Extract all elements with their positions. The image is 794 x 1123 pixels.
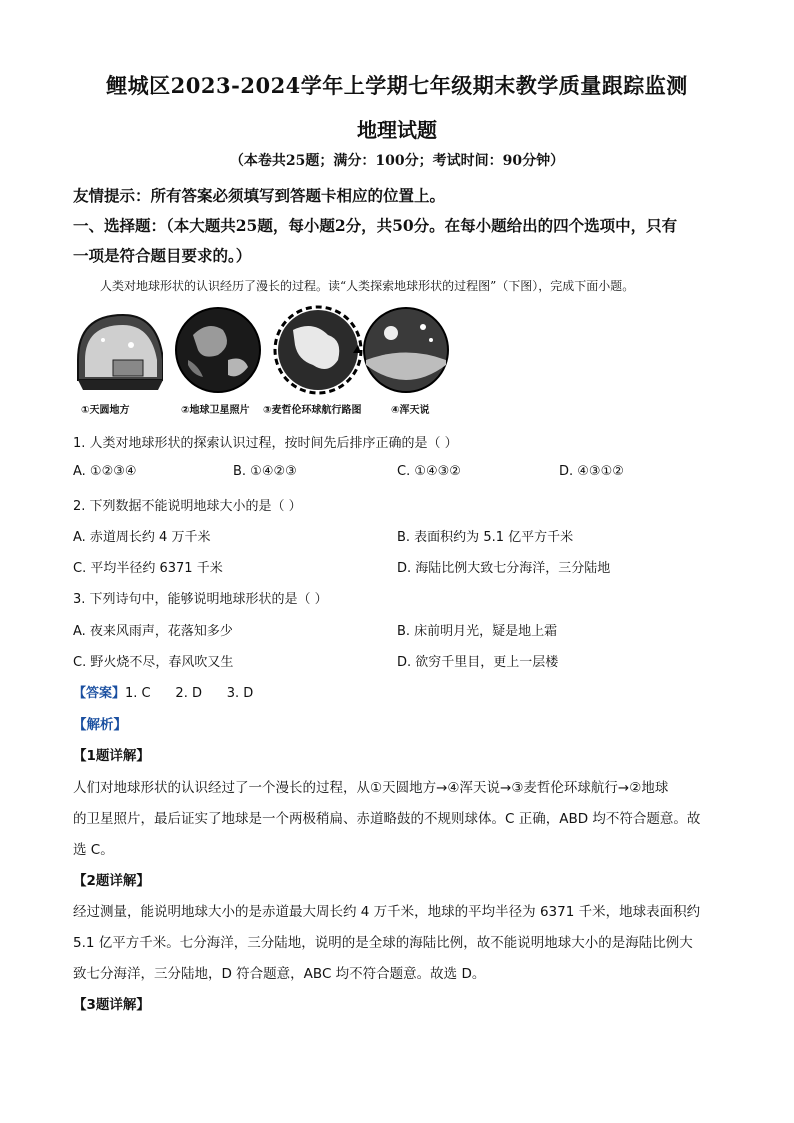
exam-info: （本卷共25题；满分：100分；考试时间：90分钟） [229,153,565,169]
figure-intro: 人类对地球形状的认识经历了漫长的过程。读“人类探索地球形状的过程图”（下图），完成下面小题。 [100,279,635,293]
section-heading-line1: 一、选择题：（本大题共25题，每小题2分，共50分。在每小题给出的四个选项中，只有 [73,216,678,235]
q1-option-d: D. ④③①② [559,464,624,479]
q3-option-a: A. 夜来风雨声，花落知多少 [73,624,233,639]
question-3-stem: 3. 下列诗句中，能够说明地球形状的是（ ） [73,592,328,607]
figure-caption-4: ④浑天说 [391,405,430,416]
detail-1-line-2: 的卫星照片，最后证实了地球是一个两极稍扁、赤道略鼓的不规则球体。C 正确，ABD 均不符合题意。故 [73,811,701,827]
detail-1-line-3: 选 C。 [73,842,114,858]
q3-option-b: B. 床前明月光，疑是地上霜 [397,624,558,639]
analysis-label: 【解析】 [73,717,127,733]
detail-2-label: 【2题详解】 [73,873,150,889]
section-heading-line2: 一项是符合题目要求的。） [73,246,252,265]
friendly-tip: 友情提示：所有答案必须填写到答题卡相应的位置上。 [73,186,446,205]
q3-option-c: C. 野火烧不尽，春风吹又生 [73,655,234,670]
detail-3-label: 【3题详解】 [73,997,150,1013]
sky-dome-illustration [73,305,163,395]
hun-tian-illustration [361,305,451,395]
satellite-earth-illustration [173,305,263,395]
detail-2-line-3: 致七分海洋，三分陆地，D 符合题意，ABC 均不符合题意。故选 D。 [73,966,486,982]
subject-title: 地理试题 [357,118,437,142]
q2-option-a: A. 赤道周长约 4 万千米 [73,530,211,545]
q1-option-c: C. ①④③② [397,464,461,479]
detail-2-line-1: 经过测量，能说明地球大小的是赤道最大周长约 4 万千米，地球的平均半径为 6371 千米，地球表面积约 [73,904,701,920]
q2-option-d: D. 海陆比例大致七分海洋，三分陆地 [397,561,611,576]
detail-1-label: 【1题详解】 [73,748,150,764]
figure-caption-2: ②地球卫星照片 [181,405,250,416]
detail-1-line-1: 人们对地球形状的认识经过了一个漫长的过程，从①天圆地方→④浑天说→③麦哲伦环球航行→②地球 [73,780,669,796]
answer-text: 1. C 2. D 3. D [125,686,254,701]
answer-line [73,682,733,701]
answer-label: 【答案】 [73,686,126,701]
detail-2-line-2: 5.1 亿平方千米。七分海洋，三分陆地，说明的是全球的海陆比例，故不能说明地球大小的是海陆比例大 [73,935,693,951]
figure-caption-3: ③麦哲伦环球航行路图 [263,405,362,416]
magellan-route-illustration [273,305,363,395]
q2-option-b: B. 表面积约为 5.1 亿平方千米 [397,530,574,545]
earth-shape-figure [73,305,433,417]
question-1-stem: 1. 人类对地球形状的探索认识过程，按时间先后排序正确的是（ ） [73,436,458,451]
q1-option-b: B. ①④②③ [233,464,297,479]
q2-option-c: C. 平均半径约 6371 千米 [73,561,223,576]
figure-caption-1: ①天圆地方 [81,405,130,416]
q1-option-a: A. ①②③④ [73,464,137,479]
question-2-stem: 2. 下列数据不能说明地球大小的是（ ） [73,499,302,514]
q3-option-d: D. 欲穷千里目，更上一层楼 [397,655,559,670]
exam-title: 鲤城区2023-2024学年上学期七年级期末教学质量跟踪监测 [106,73,688,98]
